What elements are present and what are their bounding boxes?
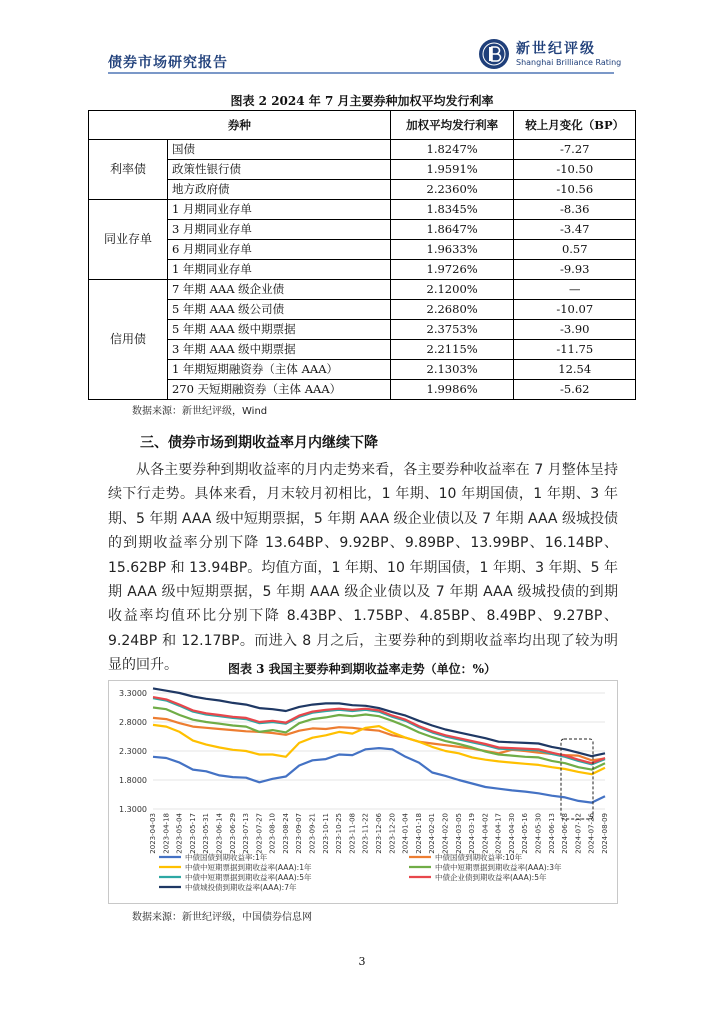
yield-line-chart: [109, 681, 617, 903]
x-tick-label: 2023-05-17: [188, 813, 197, 854]
issuance-rate-table: [88, 110, 636, 400]
bond-change: -9.93: [514, 260, 636, 280]
table-row: [89, 140, 636, 160]
bond-rate: 1.8247%: [390, 140, 514, 160]
table2-caption: 图表 2 2024 年 7 月主要券种加权平均发行利率: [230, 94, 494, 108]
x-tick-label: 2023-11-08: [348, 813, 357, 854]
page-number: 3: [358, 955, 366, 968]
x-tick-label: 2024-03-05: [454, 813, 463, 854]
group-ncd: 同业存单: [89, 200, 168, 280]
bond-change: -11.75: [514, 340, 636, 360]
x-tick-label: 2024-07-26: [587, 813, 596, 854]
bond-change: -10.56: [514, 180, 636, 200]
bond-name: 1 年期同业存单: [167, 260, 390, 280]
x-tick-label: 2024-04-17: [494, 813, 503, 854]
x-tick-label: 2024-06-13: [547, 813, 556, 854]
x-tick-label: 2023-05-31: [202, 813, 211, 854]
brand-logo-icon: [478, 38, 510, 70]
x-tick-label: 2024-02-01: [428, 813, 437, 854]
x-tick-label: 2024-07-12: [574, 813, 583, 854]
legend-label: 中债城投债到期收益率(AAA):7年: [185, 883, 297, 892]
bond-change: -10.07: [514, 300, 636, 320]
bond-change: -10.50: [514, 160, 636, 180]
bond-change: 12.54: [514, 360, 636, 380]
bond-rate: 1.9986%: [390, 380, 514, 400]
x-tick-label: 2024-04-02: [481, 813, 490, 854]
legend-label: 中债国债到期收益率:1年: [185, 853, 268, 862]
y-tick-label: 1.3000: [119, 805, 147, 814]
bond-name: 3 年期 AAA 级中期票据: [167, 340, 390, 360]
bond-name: 5 年期 AAA 级公司债: [167, 300, 390, 320]
table-row: [89, 320, 636, 340]
table-row: [89, 200, 636, 220]
bond-change: -7.27: [514, 140, 636, 160]
bond-rate: 2.3753%: [390, 320, 514, 340]
bond-rate: 2.2360%: [390, 180, 514, 200]
legend-label: 中债中短期票据到期收益率(AAA):1年: [185, 863, 312, 872]
bond-name: 3 月期同业存单: [167, 220, 390, 240]
bond-name: 1 年期短期融资券（主体 AAA）: [167, 360, 390, 380]
x-tick-label: 2024-05-30: [534, 813, 543, 854]
group-credit-bonds: 信用债: [89, 280, 168, 400]
bond-rate: 1.9726%: [390, 260, 514, 280]
x-tick-label: 2024-06-28: [561, 813, 570, 854]
y-tick-label: 1.8000: [119, 776, 147, 785]
table-row: [89, 220, 636, 240]
bond-name: 国债: [167, 140, 390, 160]
x-tick-label: 2023-10-11: [321, 813, 330, 854]
x-tick-label: 2023-11-22: [361, 813, 370, 854]
x-tick-label: 2023-12-20: [388, 813, 397, 854]
table-row: [89, 240, 636, 260]
bond-name: 地方政府债: [167, 180, 390, 200]
section-heading: 三、债券市场到期收益率月内继续下降: [140, 435, 378, 451]
x-tick-label: 2023-05-04: [175, 813, 184, 854]
bond-rate: 2.2115%: [390, 340, 514, 360]
x-tick-label: 2023-06-29: [228, 813, 237, 854]
col-header-type: 券种: [89, 111, 391, 140]
table-header-row: [89, 111, 636, 140]
bond-name: 5 年期 AAA 级中期票据: [167, 320, 390, 340]
yield-chart-frame: [108, 680, 618, 904]
x-tick-label: 2024-03-19: [468, 813, 477, 854]
table-row: [89, 300, 636, 320]
bond-name: 6 月期同业存单: [167, 240, 390, 260]
chart3-caption: 图表 3 我国主要券种到期收益率走势（单位：%）: [227, 662, 497, 676]
x-tick-label: 2023-08-24: [281, 813, 290, 854]
y-tick-label: 2.8000: [119, 718, 147, 727]
table2-source: 数据来源：新世纪评级，Wind: [132, 406, 268, 417]
x-tick-label: 2023-04-03: [149, 813, 157, 854]
legend-label: 中债企业债到期收益率(AAA):5年: [435, 873, 547, 882]
table-row: [89, 380, 636, 400]
x-tick-label: 2023-08-10: [268, 813, 277, 854]
bond-name: 1 月期同业存单: [167, 200, 390, 220]
bond-rate: 1.9591%: [390, 160, 514, 180]
bond-name: 270 天短期融资券（主体 AAA）: [167, 380, 390, 400]
bond-change: -3.47: [514, 220, 636, 240]
bond-change: —: [514, 280, 636, 300]
x-tick-label: 2024-08-09: [601, 813, 609, 854]
bond-rate: 2.1303%: [390, 360, 514, 380]
table-row: [89, 360, 636, 380]
x-tick-label: 2023-09-07: [295, 813, 304, 854]
table-row: [89, 160, 636, 180]
x-tick-label: 2024-01-04: [401, 813, 410, 854]
x-tick-label: 2023-06-14: [215, 813, 224, 854]
x-tick-label: 2023-10-25: [335, 813, 344, 854]
x-tick-label: 2023-07-27: [255, 813, 264, 854]
bond-rate: 2.2680%: [390, 300, 514, 320]
bond-rate: 1.9633%: [390, 240, 514, 260]
table-row: [89, 280, 636, 300]
table-row: [89, 340, 636, 360]
legend-label: 中债中短期票据到期收益率(AAA):3年: [435, 863, 562, 872]
y-tick-label: 3.3000: [119, 689, 147, 698]
x-tick-label: 2024-04-30: [507, 813, 516, 854]
table-row: [89, 180, 636, 200]
bond-change: 0.57: [514, 240, 636, 260]
legend-label: 中债国债到期收益率:10年: [435, 853, 523, 862]
header-divider: [108, 72, 614, 74]
y-tick-label: 2.3000: [119, 747, 147, 756]
brand-name-en: Shanghai Brilliance Rating: [516, 58, 622, 67]
col-header-rate: 加权平均发行利率: [390, 111, 514, 140]
x-tick-label: 2024-02-20: [441, 813, 450, 854]
x-tick-label: 2023-09-21: [308, 813, 317, 854]
x-tick-label: 2023-04-18: [162, 813, 171, 854]
body-paragraph: 从各主要券种到期收益率的月内走势来看，各主要券种收益率在 7 月整体呈持续下行走势。具体来看，月末较月初相比，1 年期、10 年期国债，1 年期、3 年期、5 年期 AAA 级中短期票据，5 年期 AAA 级企业债以及 7 年期 AAA 级城投债的到期收益率分别下降 13.64BP、9.92BP、9.89BP、13.99BP、16.14BP、15.62BP 和 13.94BP。均值方面，1 年期、10 年期国债，1 年期、3 年期、5 年期 AAA 级中短期票据，5 年期 AAA 级企业债以及 7 年期 AAA 级城投债的到期收益率均值环比分别下降 8.43BP、1.75BP、4.85BP、8.49BP、9.27BP、9.24BP 和 12.17BP。而进入 8 月之后，主要券种的到期收益率均出现了较为明显的回升。: [108, 462, 618, 674]
brand-name-cn: 新世纪评级: [516, 41, 596, 57]
bond-rate: 1.8345%: [390, 200, 514, 220]
bond-change: -3.90: [514, 320, 636, 340]
bond-name: 7 年期 AAA 级企业债: [167, 280, 390, 300]
group-rate-bonds: 利率债: [89, 140, 168, 200]
bond-change: -8.36: [514, 200, 636, 220]
legend-label: 中债中短期票据到期收益率(AAA):5年: [185, 873, 312, 882]
x-tick-label: 2023-12-06: [375, 813, 383, 854]
col-header-change: 较上月变化（BP）: [514, 111, 636, 140]
x-tick-label: 2024-05-16: [521, 813, 530, 854]
bond-rate: 1.8647%: [390, 220, 514, 240]
x-tick-label: 2023-07-13: [242, 813, 251, 854]
chart3-source: 数据来源：新世纪评级，中国债券信息网: [132, 912, 312, 923]
bond-change: -5.62: [514, 380, 636, 400]
table-row: [89, 260, 636, 280]
x-tick-label: 2024-01-18: [414, 813, 423, 854]
bond-rate: 2.1200%: [390, 280, 514, 300]
report-title: 债券市场研究报告: [108, 55, 228, 71]
bond-name: 政策性银行债: [167, 160, 390, 180]
